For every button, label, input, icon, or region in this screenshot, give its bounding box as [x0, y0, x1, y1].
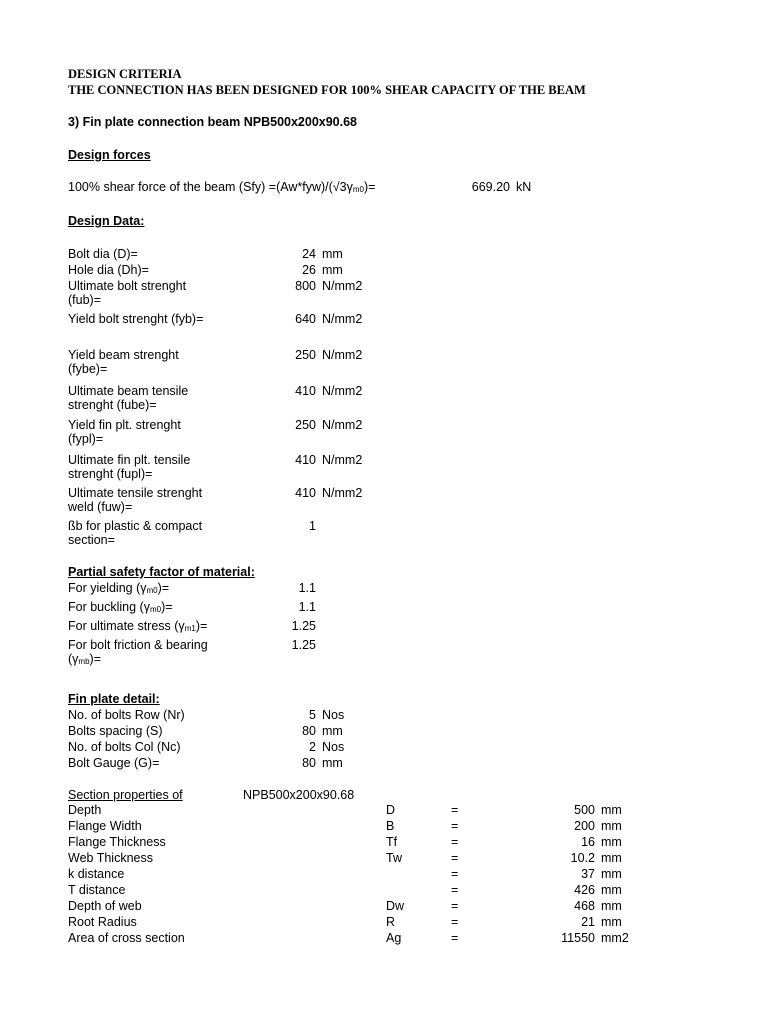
section-property-value: 21: [581, 915, 595, 929]
section-property-equals: =: [451, 851, 459, 865]
design-data-value: 640: [295, 312, 316, 326]
design-data-heading: Design Data:: [68, 214, 145, 228]
design-data-unit: mm: [322, 247, 343, 261]
section-property-equals: =: [451, 883, 459, 897]
safety-factor-label: For yielding (γm0)=: [68, 581, 170, 595]
section-property-symbol: R: [386, 915, 396, 929]
safety-factor-value: 1.1: [298, 600, 316, 614]
section-property-symbol: Ag: [386, 931, 402, 945]
section-property-label: T distance: [68, 883, 126, 897]
design-data-value: 410: [295, 453, 316, 467]
section-property-value: 16: [581, 835, 595, 849]
section-property-value: 37: [581, 867, 595, 881]
section-property-symbol: B: [386, 819, 395, 833]
safety-factor-value: 1.1: [298, 581, 316, 595]
design-data-label: ßb for plastic & compact section=: [68, 519, 203, 547]
safety-factor-label: For buckling (γm0)=: [68, 600, 173, 614]
design-data-label: Ultimate bolt strenght (fub)=: [68, 279, 187, 307]
design-data-unit: N/mm2: [322, 279, 363, 293]
section-property-value: 426: [574, 883, 595, 897]
section-property-unit: mm2: [601, 931, 629, 945]
design-data-value: 800: [295, 279, 316, 293]
section-property-equals: =: [451, 899, 459, 913]
fin-plate-label: Bolts spacing (S): [68, 724, 163, 738]
section-property-label: k distance: [68, 867, 125, 881]
design-data-label: Hole dia (Dh)=: [68, 263, 149, 277]
design-data-label: Yield fin plt. strenght (fypl)=: [68, 418, 181, 446]
design-data-value: 26: [302, 263, 316, 277]
section-title: 3) Fin plate connection beam NPB500x200x90.68: [68, 115, 358, 129]
section-property-label: Flange Width: [68, 819, 142, 833]
fin-plate-heading: Fin plate detail:: [68, 692, 160, 706]
design-data-unit: N/mm2: [322, 348, 363, 362]
fin-plate-unit: Nos: [322, 740, 345, 754]
section-property-equals: =: [451, 819, 459, 833]
fin-plate-label: No. of bolts Col (Nc): [68, 740, 181, 754]
design-data-unit: mm: [322, 263, 343, 277]
section-property-label: Area of cross section: [68, 931, 185, 945]
section-property-unit: mm: [601, 883, 622, 897]
section-property-value: 200: [574, 819, 595, 833]
design-data-label: Yield bolt strenght (fyb)=: [68, 312, 204, 326]
design-data-value: 24: [302, 247, 316, 261]
design-data-label: Ultimate beam tensile strenght (fube)=: [68, 384, 189, 412]
section-property-symbol: Dw: [386, 899, 405, 913]
doc-heading: DESIGN CRITERIA: [68, 67, 182, 81]
fin-plate-unit: mm: [322, 756, 343, 770]
safety-factor-label: For ultimate stress (γm1)=: [68, 619, 208, 633]
fin-plate-unit: Nos: [322, 708, 345, 722]
design-data-label: Bolt dia (D)=: [68, 247, 138, 261]
design-data-unit: N/mm2: [322, 453, 363, 467]
shear-force-unit: kN: [516, 180, 532, 194]
section-property-unit: mm: [601, 835, 622, 849]
safety-factor-heading: Partial safety factor of material:: [68, 565, 255, 579]
fin-plate-value: 2: [309, 740, 316, 754]
design-data-unit: N/mm2: [322, 486, 363, 500]
design-data-label: Ultimate tensile strenght weld (fuw)=: [68, 486, 203, 514]
shear-force-label: 100% shear force of the beam (Sfy) =(Aw*fyw)/(√3γm0)=: [68, 180, 376, 194]
section-property-value: 10.2: [570, 851, 595, 865]
fin-plate-unit: mm: [322, 724, 343, 738]
section-property-equals: =: [451, 867, 459, 881]
section-property-label: Root Radius: [68, 915, 137, 929]
section-property-equals: =: [451, 931, 459, 945]
section-property-value: 500: [574, 803, 595, 817]
section-properties-heading: Section properties of: [68, 788, 183, 802]
section-property-equals: =: [451, 803, 459, 817]
safety-factor-value: 1.25: [291, 619, 316, 633]
section-property-symbol: Tf: [386, 835, 398, 849]
design-data-unit: N/mm2: [322, 418, 363, 432]
design-data-unit: N/mm2: [322, 312, 363, 326]
design-data-value: 410: [295, 384, 316, 398]
design-data-value: 1: [309, 519, 316, 533]
fin-plate-value: 5: [309, 708, 316, 722]
design-data-label: Ultimate fin plt. tensile strenght (fupl)=: [68, 453, 191, 481]
shear-force-value: 669.20: [471, 180, 510, 194]
design-data-value: 250: [295, 348, 316, 362]
section-property-symbol: D: [386, 803, 396, 817]
section-property-unit: mm: [601, 899, 622, 913]
fin-plate-label: Bolt Gauge (G)=: [68, 756, 160, 770]
section-property-label: Flange Thickness: [68, 835, 166, 849]
section-properties-name: NPB500x200x90.68: [243, 788, 355, 802]
section-property-equals: =: [451, 835, 459, 849]
fin-plate-label: No. of bolts Row (Nr): [68, 708, 185, 722]
section-property-value: 468: [574, 899, 595, 913]
fin-plate-value: 80: [302, 756, 316, 770]
section-property-symbol: Tw: [386, 851, 402, 865]
section-property-unit: mm: [601, 851, 622, 865]
section-property-unit: mm: [601, 803, 622, 817]
safety-factor-label: For bolt friction & bearing (γmb)=: [68, 638, 208, 666]
design-data-value: 410: [295, 486, 316, 500]
design-data-value: 250: [295, 418, 316, 432]
design-data-unit: N/mm2: [322, 384, 363, 398]
section-property-value: 11550: [561, 931, 595, 945]
design-data-label: Yield beam strenght (fybe)=: [68, 348, 179, 376]
section-property-label: Depth of web: [68, 899, 142, 913]
fin-plate-value: 80: [302, 724, 316, 738]
section-property-equals: =: [451, 915, 459, 929]
section-property-unit: mm: [601, 915, 622, 929]
section-property-label: Depth: [68, 803, 102, 817]
doc-subheading: THE CONNECTION HAS BEEN DESIGNED FOR 100% SHEAR CAPACITY OF THE BEAM: [68, 83, 586, 97]
safety-factor-value: 1.25: [291, 638, 316, 652]
section-property-unit: mm: [601, 819, 622, 833]
section-property-label: Web Thickness: [68, 851, 153, 865]
design-forces-heading: Design forces: [68, 148, 151, 162]
section-property-unit: mm: [601, 867, 622, 881]
